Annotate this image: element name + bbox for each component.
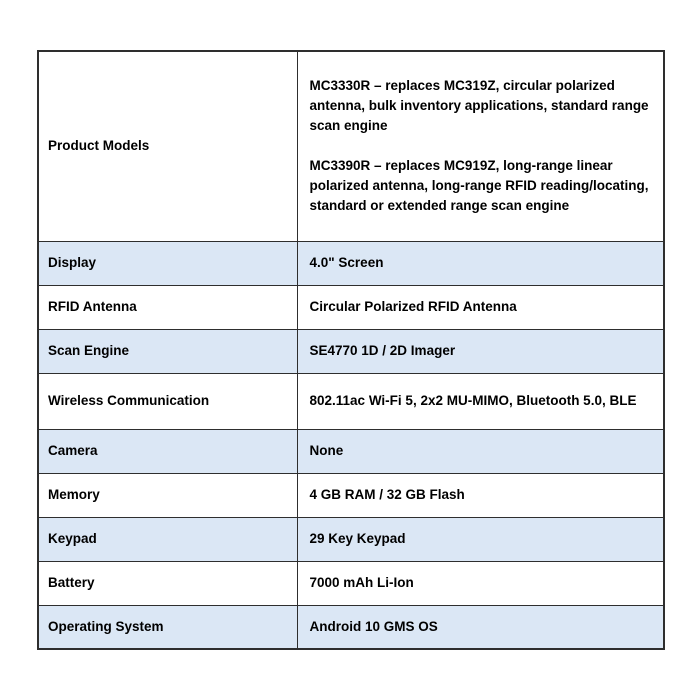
table-row <box>38 561 664 605</box>
table-row <box>38 517 664 561</box>
table-row <box>38 473 664 517</box>
spec-value <box>297 473 664 517</box>
spec-label: Display <box>38 241 297 285</box>
table-row <box>38 373 664 429</box>
table-row <box>38 285 664 329</box>
spec-value-text: 7000 mAh Li-Ion <box>309 575 414 590</box>
spec-value <box>297 429 664 473</box>
spec-value-text: 4 GB RAM / 32 GB Flash <box>309 487 465 502</box>
spec-table <box>37 50 665 650</box>
spec-value-text: Circular Polarized RFID Antenna <box>309 299 517 314</box>
spec-value <box>297 561 664 605</box>
spec-value <box>297 329 664 373</box>
spec-value-paragraph: MC3390R – replaces MC919Z, long-range linear polarized antenna, long-range RFID reading/locating, standard or extended range scan engine <box>309 158 649 214</box>
spec-value-text: None <box>309 443 344 458</box>
spec-value <box>297 605 664 649</box>
spec-label: Operating System <box>38 605 297 649</box>
table-row <box>38 241 664 285</box>
spec-label: Keypad <box>38 517 297 561</box>
spec-value <box>297 51 664 241</box>
spec-value-text: Android 10 GMS OS <box>309 618 438 634</box>
table-row <box>38 429 664 473</box>
spec-label: Wireless Communication <box>38 373 297 429</box>
spec-value-text: 29 Key Keypad <box>309 531 406 546</box>
spec-value <box>297 373 664 429</box>
table-row <box>38 51 664 241</box>
table-row <box>38 329 664 373</box>
spec-value-text: SE4770 1D / 2D Imager <box>309 343 456 358</box>
spec-label: RFID Antenna <box>38 285 297 329</box>
spec-label: Battery <box>38 561 297 605</box>
spec-label: Scan Engine <box>38 329 297 373</box>
spec-value-text: 4.0" Screen <box>309 255 384 270</box>
table-row <box>38 605 664 649</box>
spec-value <box>297 285 664 329</box>
spec-label: Product Models <box>38 51 297 241</box>
spec-label: Camera <box>38 429 297 473</box>
spec-value-paragraph: MC3330R – replaces MC319Z, circular polarized antenna, bulk inventory applications, standard range scan engine <box>309 78 649 134</box>
spec-value-text: 802.11ac Wi-Fi 5, 2x2 MU-MIMO, Bluetooth 5.0, BLE <box>309 393 637 408</box>
spec-value <box>297 241 664 285</box>
spec-value <box>297 517 664 561</box>
spec-label: Memory <box>38 473 297 517</box>
